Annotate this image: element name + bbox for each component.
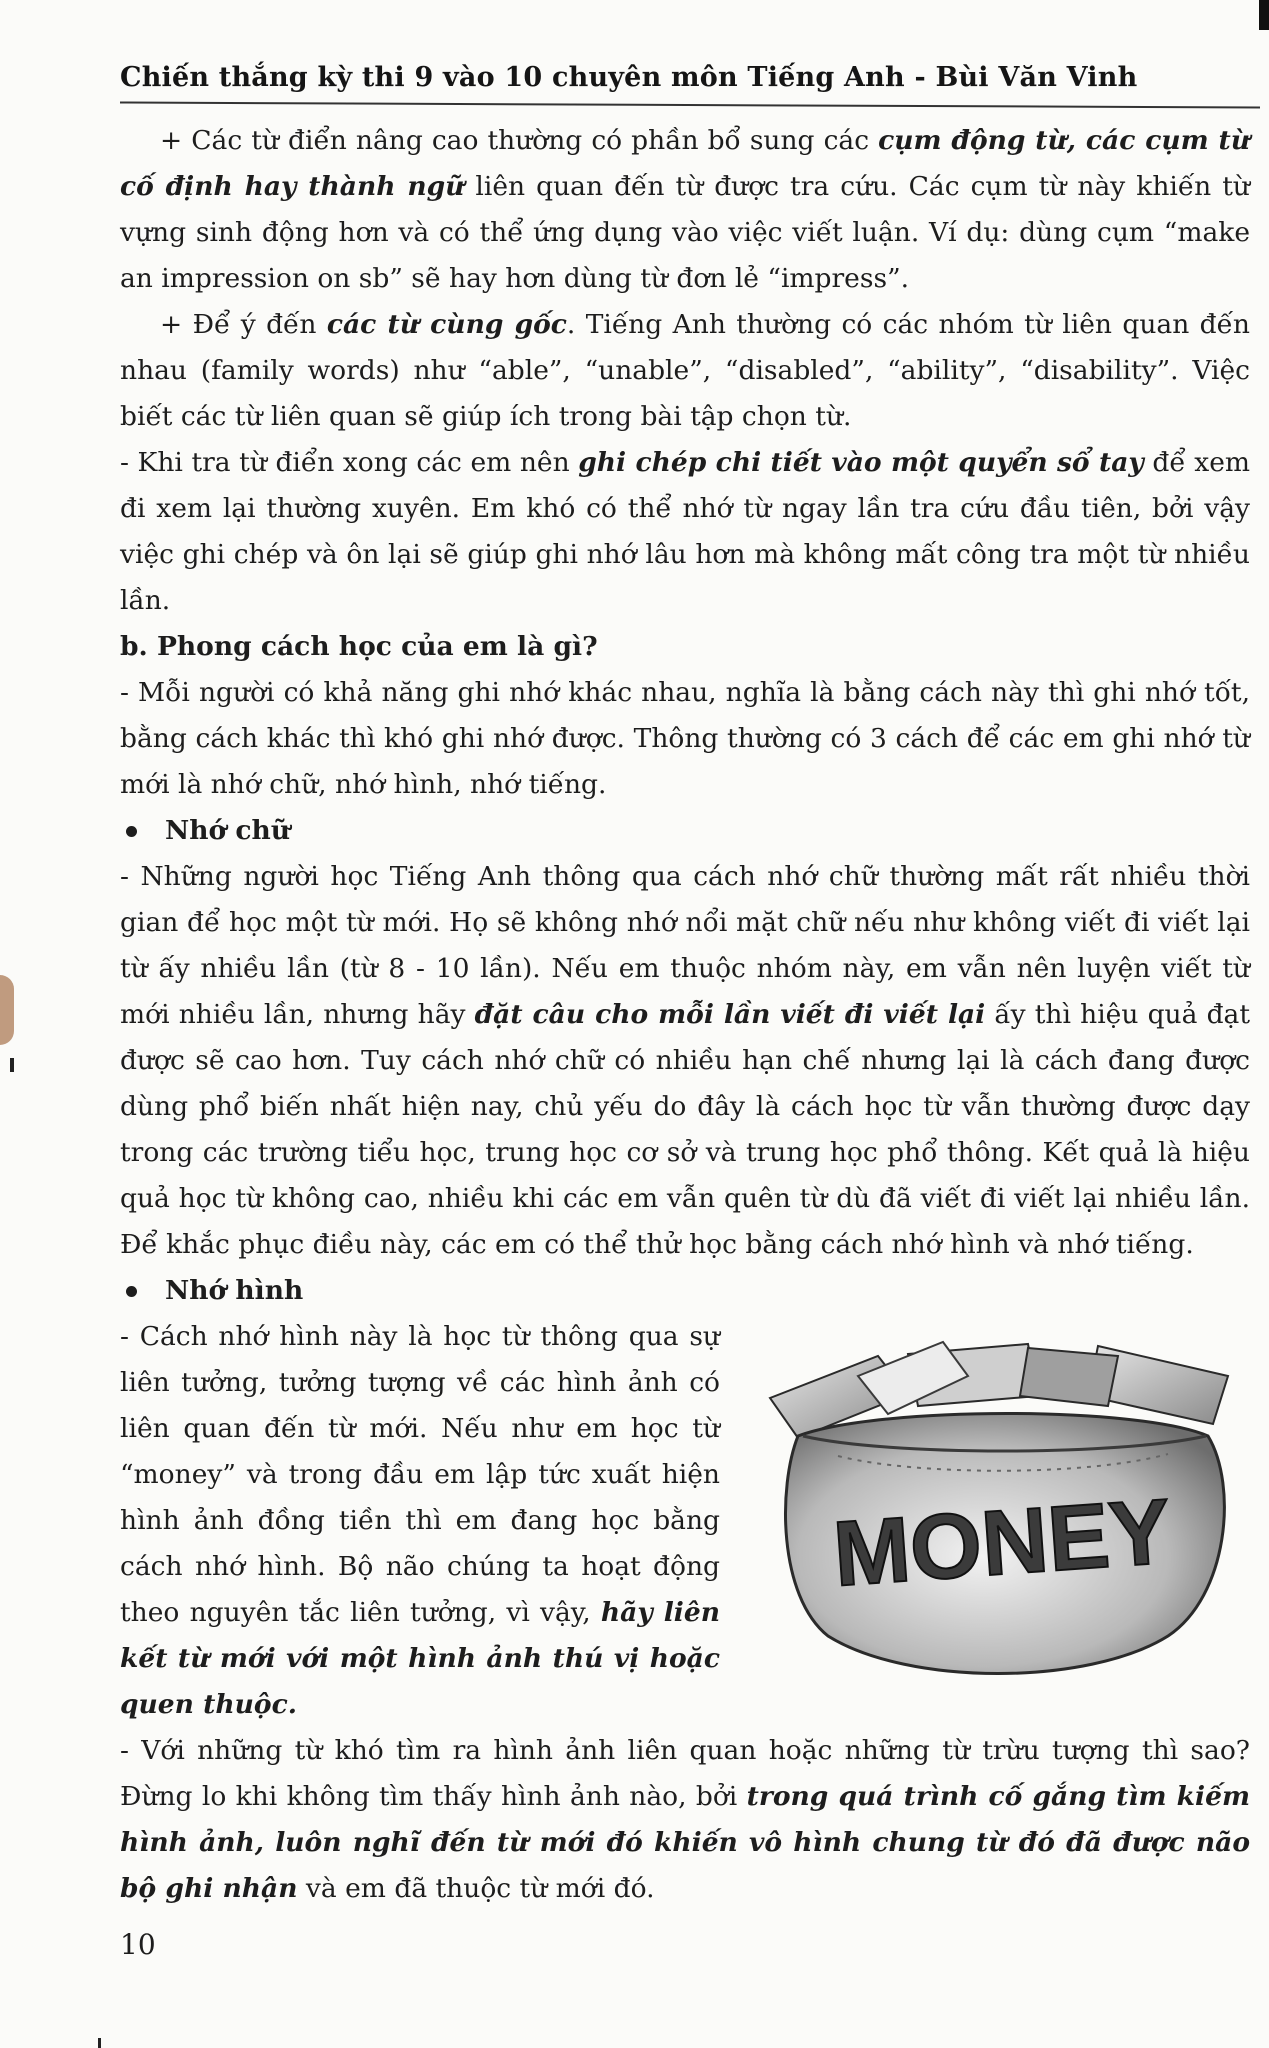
- text: ấy thì hiệu quả đạt được sẽ cao hơn. Tuy cách nhớ chữ có nhiều hạn chế nhưng lại là cách đang được dùng phổ biến nhất hiện nay, chủ yếu do đây là cách học từ vẫn thường được dạy trong các trường tiểu học, trung học cơ sở và trung học phổ thông. Kết quả là hiệu quả học từ không cao, nhiều khi các em vẫn quên từ dù đã viết đi viết lại nhiều lần. Để khắc phục điều này, các em có thể thử học bằng cách nhớ hình và nhớ tiếng.: [120, 999, 1250, 1260]
- text: - Khi tra từ điển xong các em nên: [120, 447, 579, 478]
- money-bag-illustration: [758, 1336, 1248, 1688]
- emphasis: các từ cùng gốc: [326, 309, 567, 340]
- edge-mark: [10, 1058, 14, 1072]
- text: để xem đi xem lại thường xuyên. Em khó có thể nhớ từ ngay lần tra cứu đầu tiên, bởi vậy việc ghi chép và ôn lại sẽ giúp ghi nhớ lâu hơn mà không mất công tra một từ nhiều lần.: [120, 447, 1251, 616]
- paragraph-abstract-words: [120, 1728, 1250, 1912]
- corner-mark: [1259, 0, 1269, 30]
- text: - Với những từ khó tìm ra hình ảnh liên quan hoặc những từ trừu tượng thì sao? Đừng lo khi không tìm thấy hình ảnh nào, bởi: [120, 1735, 1250, 1812]
- nho-hinh-block: [120, 1314, 1250, 1728]
- paragraph-notebook: [120, 440, 1250, 624]
- emphasis: hãy liên kết từ mới với một hình ảnh thú vị hoặc quen thuộc.: [120, 1597, 721, 1720]
- text: + Để ý đến: [160, 309, 327, 340]
- page-number: 10: [120, 1928, 156, 1961]
- emphasis: cụm động từ, các cụm từ cố định hay thành ngữ: [120, 125, 1251, 202]
- text: và em đã thuộc từ mới đó.: [297, 1873, 655, 1904]
- money-label: MONEY: [830, 1480, 1174, 1606]
- bullet-icon: [126, 1286, 137, 1297]
- paragraph-learning-styles: - Mỗi người có khả năng ghi nhớ khác nhau, nghĩa là bằng cách này thì ghi nhớ tốt, bằng cách khác thì khó ghi nhớ được. Thông thường có 3 cách để các em ghi nhớ từ mới là nhớ chữ, nhớ hình, nhớ tiếng.: [120, 677, 1250, 800]
- paragraph-nho-chu: [120, 854, 1250, 1268]
- header-rule: [120, 102, 1260, 109]
- emphasis: đặt câu cho mỗi lần viết đi viết lại: [474, 999, 986, 1030]
- text: liên quan đến từ được tra cứu. Các cụm từ này khiến từ vựng sinh động hơn và có thể ứng dụng vào việc viết luận. Ví dụ: dùng cụm “make an impression on sb” sẽ hay hơn dùng từ đơn lẻ “impress”.: [120, 171, 1250, 294]
- paragraph-family-words: [120, 302, 1250, 440]
- bullet-heading-chu: [120, 808, 1250, 854]
- emphasis: trong quá trình cố gắng tìm kiếm hình ảnh, luôn nghĩ đến từ mới đó khiến vô hình chung từ đó đã được não bộ ghi nhận: [120, 1781, 1251, 1904]
- page-body: [120, 118, 1250, 1912]
- bottom-mark: [98, 2038, 101, 2048]
- section-heading: b. Phong cách học của em là gì?: [120, 631, 598, 662]
- running-header: Chiến thắng kỳ thi 9 vào 10 chuyên môn Tiếng Anh - Bùi Văn Vinh: [120, 62, 1138, 93]
- text: - Cách nhớ hình này là học từ thông qua sự liên tưởng, tưởng tượng về các hình ảnh có liên quan đến từ mới. Nếu như em học từ “money” và trong đầu em lập tức xuất hiện hình ảnh đồng tiền thì em đang học bằng cách nhớ hình. Bộ não chúng ta hoạt động theo nguyên tắc liên tưởng, vì vậy,: [120, 1321, 720, 1628]
- text: + Các từ điển nâng cao thường có phần bổ sung các: [160, 125, 879, 156]
- thumb-edge: [0, 975, 14, 1045]
- bullet-heading-hinh: [120, 1268, 1250, 1314]
- text: . Tiếng Anh thường có các nhóm từ liên quan đến nhau (family words) như “able”, “unable”, “disabled”, “ability”, “disability”. Việc biết các từ liên quan sẽ giúp ích trong bài tập chọn từ.: [120, 309, 1250, 432]
- paragraph-dictionary-phrases: [120, 118, 1250, 302]
- bullet-label: Nhớ chữ: [165, 815, 291, 846]
- emphasis: ghi chép chi tiết vào một quyển sổ tay: [578, 447, 1144, 478]
- text: - Những người học Tiếng Anh thông qua cách nhớ chữ thường mất rất nhiều thời gian để học một từ mới. Họ sẽ không nhớ nổi mặt chữ nếu như không viết đi viết lại từ ấy nhiều lần (từ 8 - 10 lần). Nếu em thuộc nhóm này, em vẫn nên luyện viết từ mới nhiều lần, nhưng hãy: [120, 861, 1250, 1030]
- bullet-icon: [126, 826, 137, 837]
- bullet-label: Nhớ hình: [165, 1275, 304, 1306]
- paragraph-nho-hinh: [120, 1314, 720, 1728]
